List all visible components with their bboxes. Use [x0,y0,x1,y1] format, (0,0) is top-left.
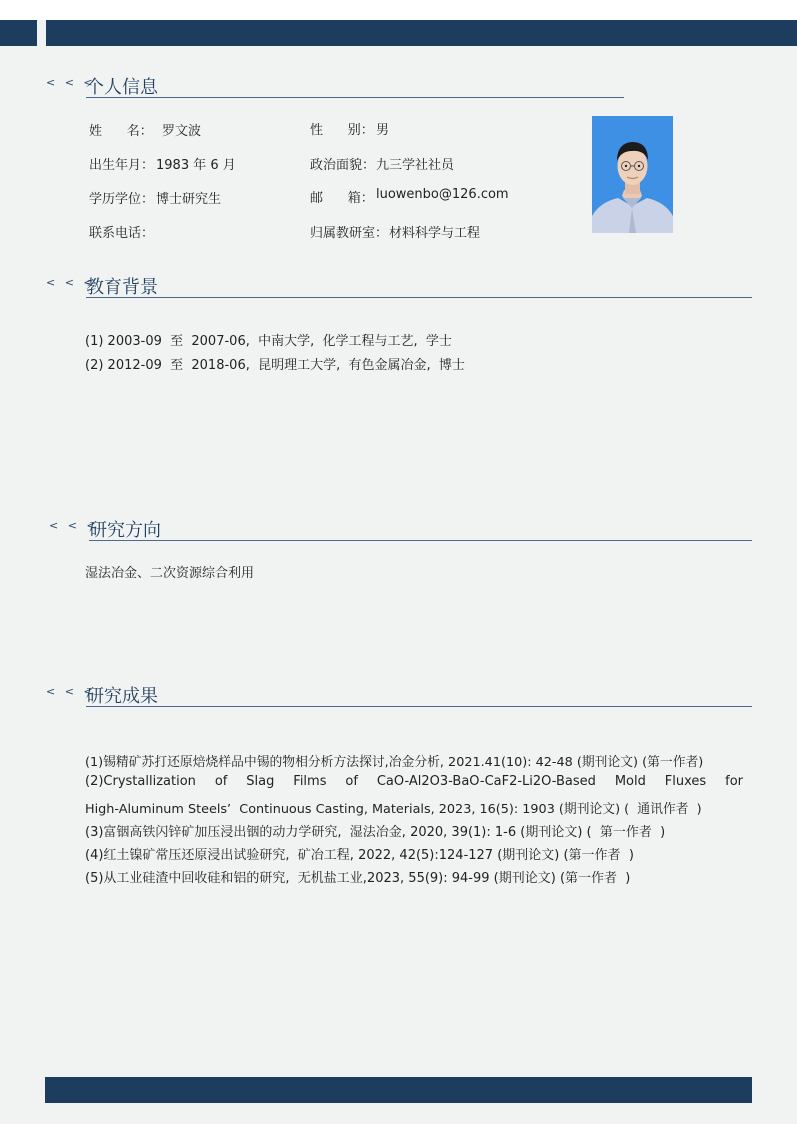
name-value: 罗文波 [162,124,202,139]
phone-label: 联系电话： [89,226,155,241]
section-title: 研究方向 [89,520,161,541]
chevrons-left-icon: < < < [46,685,96,698]
education-item: (2) 2012-09 至 2018-06, 昆明理工大学, 有色金属冶金, 博士 [85,358,465,373]
chevrons-left-icon: < < < [46,276,96,289]
section-rule [86,297,752,298]
section-title: 个人信息 [86,77,158,98]
publication-item: (4)红土镍矿常压还原浸出试验研究, 矿冶工程, 2022, 42(5):124-127 (期刊论文) (第一作者 ) [85,848,634,863]
gender-value: 男 [376,123,390,138]
publication-item: (1)锡精矿苏打还原焙烧样品中锡的物相分析方法探讨,冶金分析, 2021.41(10): 42-48 (期刊论文) (第一作者) [85,755,704,770]
portrait-photo [592,116,673,233]
section-rule [89,540,752,541]
publication-item: (3)富铟高铁闪锌矿加压浸出铟的动力学研究, 湿法冶金, 2020, 39(1): 1-6 (期刊论文) ( 第一作者 ) [85,825,666,840]
section-title: 研究成果 [86,686,158,707]
section-personal-info [46,73,626,99]
political-label: 政治面貌： [310,158,376,173]
degree-value: 博士研究生 [156,192,222,207]
email-label: 邮 箱： [310,191,374,206]
header-bar-left [0,20,37,46]
dept-value: 材料科学与工程 [389,226,481,241]
dept-label: 归属教研室： [310,226,389,241]
political-value: 九三学社社员 [376,158,455,173]
name-label: 姓 名： [89,124,153,139]
header-bar-right [46,20,797,46]
research-direction-text: 湿法冶金、二次资源综合利用 [85,566,255,581]
publication-item: (2)Crystallization of Slag Films of CaO-Al2O3-BaO-CaF2-Li2O-Based Mold Fluxes for [85,774,743,789]
birth-value: 1983 年 6 月 [156,158,236,173]
publication-item-continued: High-Aluminum Steels’ Continuous Casting, Materials, 2023, 16(5): 1903 (期刊论文) ( 通讯作者 ) [85,802,702,817]
footer-bar [45,1077,752,1103]
education-item: (1) 2003-09 至 2007-06, 中南大学, 化学工程与工艺, 学士 [85,334,452,349]
section-title: 教育背景 [86,277,158,298]
degree-label: 学历学位： [89,192,155,207]
section-rule [86,97,624,98]
publication-item: (5)从工业硅渣中回收硅和铝的研究, 无机盐工业,2023, 55(9): 94-99 (期刊论文) (第一作者 ) [85,871,631,886]
chevrons-left-icon: < < < [46,76,96,89]
section-research-results [46,682,754,708]
gender-label: 性 别： [310,123,374,138]
email-value: luowenbo@126.com [376,187,509,202]
person-portrait-icon [592,116,673,233]
section-education [46,273,754,299]
chevrons-left-icon: < < < [49,519,99,532]
section-research-direction [49,516,754,542]
section-rule [86,706,752,707]
resume-page [0,20,797,1124]
birth-label: 出生年月： [89,158,155,173]
